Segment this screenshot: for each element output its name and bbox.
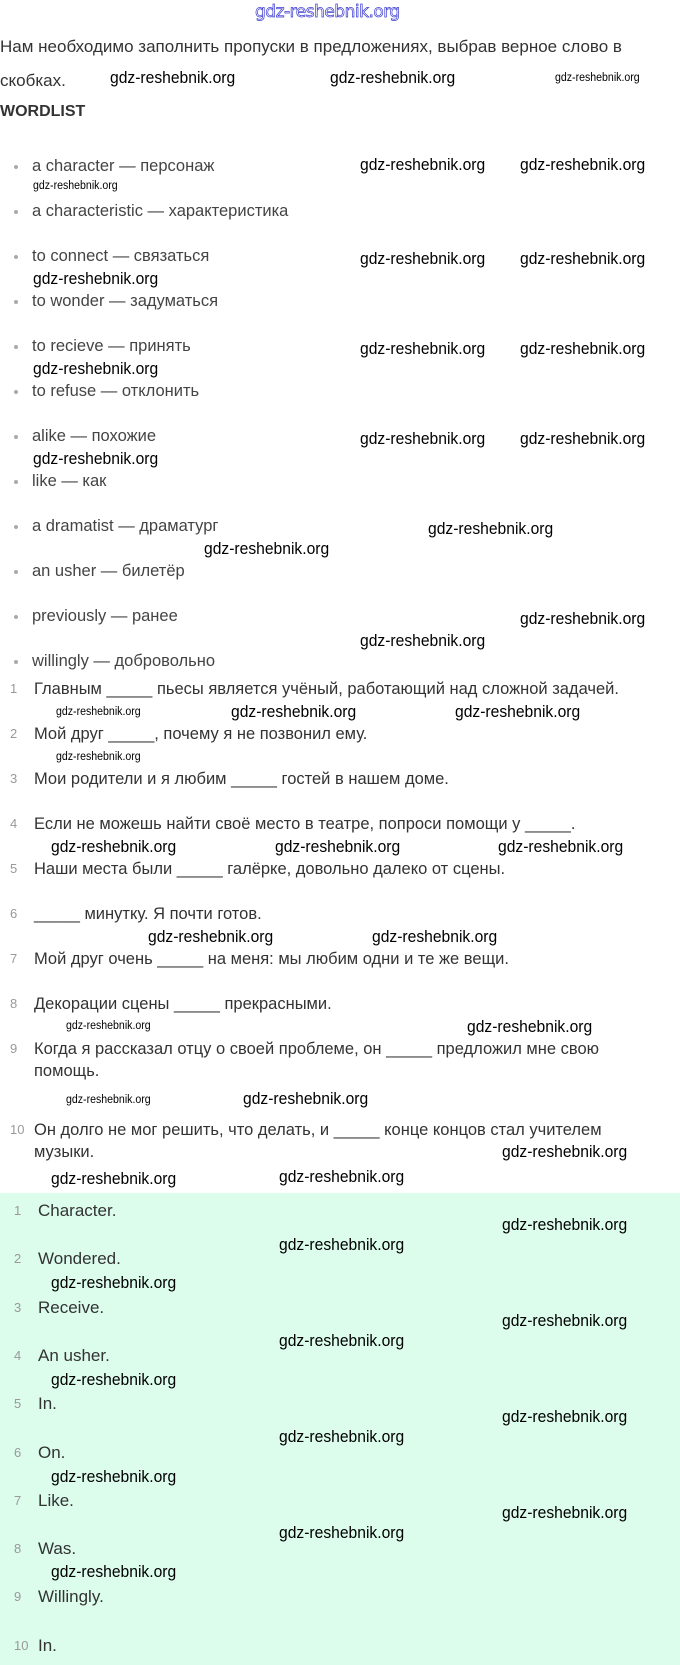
watermark-text: gdz-reshebnik.org <box>520 339 646 358</box>
wordlist-item-text: previously — ранее <box>32 607 178 625</box>
answer-number: 10 <box>14 1637 29 1653</box>
wordlist-item <box>14 337 191 356</box>
sentence-item <box>10 993 670 1015</box>
bullet-icon <box>14 255 18 259</box>
wordlist-item <box>14 202 288 221</box>
answer-text: In. <box>38 1635 57 1655</box>
sentence-number: 2 <box>10 726 18 741</box>
bullet-icon <box>14 300 18 304</box>
wordlist-item <box>14 517 218 536</box>
sentence-item <box>10 858 670 880</box>
watermark-text: gdz-reshebnik.org <box>279 1235 405 1254</box>
answer-item <box>14 1394 57 1414</box>
watermark-text: gdz-reshebnik.org <box>360 429 486 448</box>
watermark-text: gdz-reshebnik.org <box>148 927 274 946</box>
answer-item <box>14 1636 57 1656</box>
watermark-text: gdz-reshebnik.org <box>33 180 118 192</box>
watermark-text: gdz-reshebnik.org <box>56 751 141 763</box>
sentence-item <box>10 903 670 925</box>
sentence-item <box>10 1038 670 1082</box>
answer-text: Receive. <box>38 1297 105 1317</box>
watermark-text: gdz-reshebnik.org <box>243 1089 369 1108</box>
wordlist-item-text: to recieve — принять <box>32 337 191 355</box>
answer-item <box>14 1443 65 1463</box>
wordlist-item-text: a characteristic — характеристика <box>32 202 289 220</box>
sentence-number: 8 <box>10 996 18 1011</box>
watermark-text: gdz-reshebnik.org <box>520 249 646 268</box>
bullet-icon <box>14 210 18 214</box>
wordlist-item <box>14 157 214 176</box>
sentence-number: 9 <box>10 1041 18 1056</box>
watermark-text: gdz-reshebnik.org <box>51 837 177 856</box>
answer-item <box>14 1298 104 1318</box>
watermark-text: gdz-reshebnik.org <box>279 1167 405 1186</box>
answer-number: 3 <box>14 1299 22 1315</box>
answer-number: 9 <box>14 1589 22 1605</box>
sentence-number: 7 <box>10 951 18 966</box>
watermark-text: gdz-reshebnik.org <box>520 429 646 448</box>
watermark-logo: gdz-reshebnik.org <box>255 2 400 22</box>
bullet-icon <box>14 480 18 484</box>
watermark-text: gdz-reshebnik.org <box>330 68 456 87</box>
bullet-icon <box>14 165 18 169</box>
sentence-item <box>10 948 670 970</box>
watermark-text: gdz-reshebnik.org <box>279 1331 405 1350</box>
answer-number: 8 <box>14 1541 22 1557</box>
wordlist-item-text: a dramatist — драматург <box>32 517 219 535</box>
sentence-text: Мои родители и я любим _____ гостей в нашем доме. <box>34 770 449 788</box>
watermark-text: gdz-reshebnik.org <box>502 1503 628 1522</box>
wordlist-item <box>14 382 199 401</box>
watermark-text: gdz-reshebnik.org <box>51 1562 177 1581</box>
sentence-number: 4 <box>10 816 18 831</box>
sentence-item <box>10 723 670 745</box>
watermark-text: gdz-reshebnik.org <box>502 1142 628 1161</box>
answer-text: Wondered. <box>38 1249 121 1269</box>
wordlist-item-text: willingly — добровольно <box>32 652 216 670</box>
answer-item <box>14 1346 110 1366</box>
answer-item <box>14 1249 121 1269</box>
wordlist-heading: WORDLIST <box>0 103 86 120</box>
sentence-number: 10 <box>10 1122 25 1137</box>
answer-text: Willingly. <box>38 1587 104 1607</box>
task-intro: Нам необходимо заполнить пропуски в предложениях, выбрав верное слово в скобках. <box>0 37 622 90</box>
watermark-text: gdz-reshebnik.org <box>66 1094 151 1106</box>
watermark-text: gdz-reshebnik.org <box>555 72 640 84</box>
sentence-item <box>10 768 670 790</box>
wordlist-item <box>14 472 106 491</box>
watermark-text: gdz-reshebnik.org <box>520 155 646 174</box>
watermark-text: gdz-reshebnik.org <box>360 339 486 358</box>
watermark-text: gdz-reshebnik.org <box>231 702 357 721</box>
sentence-text: Если не можешь найти своё место в театре, попроси помощи у _____. <box>34 815 576 833</box>
answer-text: Like. <box>38 1490 74 1510</box>
watermark-text: gdz-reshebnik.org <box>33 359 159 378</box>
watermark-text: gdz-reshebnik.org <box>360 155 486 174</box>
wordlist-item-text: an usher — билетёр <box>32 562 185 580</box>
sentence-item <box>10 678 670 700</box>
sentence-text: _____ минутку. Я почти готов. <box>34 905 262 923</box>
sentence-text: Наши места были _____ галёрке, довольно далеко от сцены. <box>34 860 506 878</box>
answer-text: Character. <box>38 1201 117 1220</box>
watermark-text: gdz-reshebnik.org <box>275 837 401 856</box>
watermark-text: gdz-reshebnik.org <box>33 269 159 288</box>
bullet-icon <box>14 570 18 574</box>
watermark-text: gdz-reshebnik.org <box>279 1427 405 1446</box>
sentence-text: Главным _____ пьесы является учёный, работающий над сложной задачей. <box>34 680 619 698</box>
answer-number: 7 <box>14 1492 22 1508</box>
watermark-text: gdz-reshebnik.org <box>455 702 581 721</box>
bullet-icon <box>14 660 18 664</box>
watermark-text: gdz-reshebnik.org <box>56 706 141 718</box>
sentence-item <box>10 813 670 835</box>
wordlist-item-text: to refuse — отклонить <box>32 382 200 400</box>
answer-number: 4 <box>14 1347 22 1363</box>
watermark-text: gdz-reshebnik.org <box>66 1020 151 1032</box>
watermark-text: gdz-reshebnik.org <box>110 68 236 87</box>
answer-text: An usher. <box>38 1345 110 1365</box>
sentence-number: 5 <box>10 861 18 876</box>
answer-text: On. <box>38 1442 66 1462</box>
sentence-text: Когда я рассказал отцу о своей проблеме, он _____ предложил мне свою помощь. <box>34 1040 600 1080</box>
sentence-text: Мой друг очень _____ на меня: мы любим одни и те же вещи. <box>34 950 509 968</box>
watermark-text: gdz-reshebnik.org <box>360 249 486 268</box>
wordlist-item-text: alike — похожие <box>32 427 157 445</box>
answer-number: 5 <box>14 1396 22 1412</box>
answer-number: 1 <box>14 1203 22 1218</box>
bullet-icon <box>14 435 18 439</box>
bullet-icon <box>14 390 18 394</box>
watermark-text: gdz-reshebnik.org <box>502 1407 628 1426</box>
answer-text: In. <box>38 1394 57 1414</box>
answer-number: 2 <box>14 1251 22 1267</box>
answer-item <box>14 1201 116 1221</box>
watermark-text: gdz-reshebnik.org <box>498 837 624 856</box>
watermark-text: gdz-reshebnik.org <box>372 927 498 946</box>
watermark-text: gdz-reshebnik.org <box>428 519 554 538</box>
wordlist-item <box>14 562 185 581</box>
watermark-text: gdz-reshebnik.org <box>360 631 486 650</box>
watermark-text: gdz-reshebnik.org <box>467 1017 593 1036</box>
wordlist-item <box>14 247 209 266</box>
wordlist-item-text: to connect — связаться <box>32 247 210 265</box>
sentence-text: Он долго не мог решить, что делать, и _____ конце концов стал учителем музыки. <box>34 1121 602 1161</box>
wordlist-item-text: like — как <box>32 472 107 490</box>
answer-text: Was. <box>38 1539 77 1559</box>
bullet-icon <box>14 615 18 619</box>
watermark-text: gdz-reshebnik.org <box>520 609 646 628</box>
sentence-text: Мой друг _____, почему я не позвонил ему. <box>34 725 368 743</box>
sentence-number: 1 <box>10 681 18 696</box>
watermark-text: gdz-reshebnik.org <box>51 1370 177 1389</box>
watermark-text: gdz-reshebnik.org <box>204 539 330 558</box>
wordlist-item <box>14 427 156 446</box>
sentence-number: 6 <box>10 906 18 921</box>
wordlist-item-text: to wonder — задуматься <box>32 292 219 310</box>
watermark-text: gdz-reshebnik.org <box>502 1215 628 1234</box>
wordlist-item <box>14 292 218 311</box>
watermark-text: gdz-reshebnik.org <box>33 449 159 468</box>
answer-item <box>14 1539 76 1559</box>
sentence-number: 3 <box>10 771 18 786</box>
answer-number: 6 <box>14 1444 22 1460</box>
wordlist-item <box>14 652 215 671</box>
watermark-text: gdz-reshebnik.org <box>51 1273 177 1292</box>
bullet-icon <box>14 525 18 529</box>
watermark-text: gdz-reshebnik.org <box>279 1523 405 1542</box>
answer-item <box>14 1587 104 1607</box>
watermark-text: gdz-reshebnik.org <box>51 1467 177 1486</box>
sentence-text: Декорации сцены _____ прекрасными. <box>34 995 332 1013</box>
watermark-text: gdz-reshebnik.org <box>51 1169 177 1188</box>
answer-item <box>14 1491 74 1511</box>
wordlist-item <box>14 607 178 626</box>
bullet-icon <box>14 345 18 349</box>
wordlist-item-text: a character — персонаж <box>32 157 215 175</box>
watermark-text: gdz-reshebnik.org <box>502 1311 628 1330</box>
